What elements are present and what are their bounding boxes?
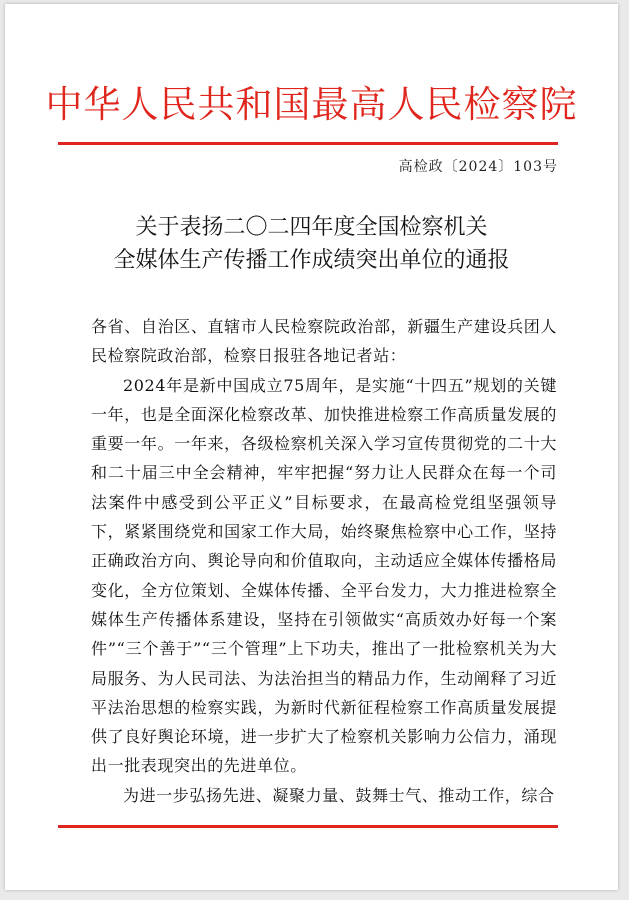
- salutation: 各省、自治区、直辖市人民检察院政治部，新疆生产建设兵团人民检察院政治部，检察日报驻各地记者站：: [91, 317, 557, 366]
- red-divider-top: [58, 142, 558, 145]
- paragraph-2: 为进一步弘扬先进、凝聚力量、鼓舞士气、推动工作，综合: [123, 785, 555, 805]
- document-page: [5, 4, 618, 890]
- title-line-2: 全媒体生产传播工作成绩突出单位的通报: [113, 248, 510, 273]
- paragraph-1: 2024年是新中国成立75周年，是实施“十四五”规划的关键一年，也是全面深化检察改革、加快推进检察工作高质量发展的重要一年。一年来，各级检察机关深入学习宣传贯彻党的二十大和二十届三中全会精神，牢牢把握“努力让人民群众在每一个司法案件中感受到公平正义”目标要求，在最高检党组坚强领导下，紧紧围绕党和国家工作大局，始终聚焦检察中心工作，坚持正确政治方向、舆论导向和价值取向，主动适应全媒体传播格局变化，全方位策划、全媒体传播、全平台发力，大力推进检察全媒体生产传播体系建设，坚持在引领做实“高质效办好每一个案件”“三个善于”“三个管理”上下功夫，推出了一批检察机关为大局服务、为人民司法、为法治担当的精品力作，生动阐释了习近平法治思想的检察实践，为新时代新征程检察工作高质量发展提供了良好舆论环境，进一步扩大了检察机关影响力公信力，涌现出一批表现突出的先进单位。: [91, 375, 557, 776]
- document-number: 高检政〔2024〕103号: [398, 159, 558, 175]
- red-divider-bottom: [58, 825, 558, 828]
- issuer-heading: 中华人民共和国最高人民检察院: [45, 83, 578, 126]
- title-line-1: 关于表扬二〇二四年度全国检察机关: [135, 215, 488, 240]
- document-title: [5, 211, 618, 277]
- document-body: [91, 312, 557, 810]
